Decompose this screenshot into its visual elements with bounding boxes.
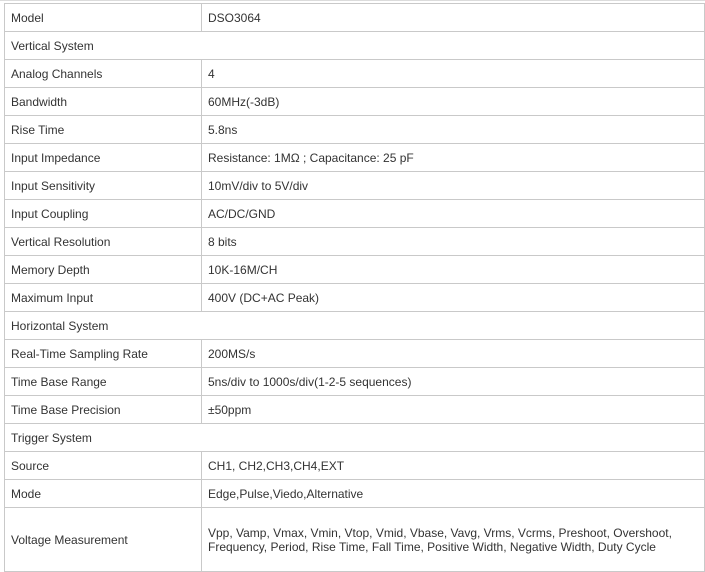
table-row [5,172,705,200]
table-row [5,256,705,284]
spec-label-maximum-input: Maximum Input [5,284,202,312]
spec-label-model: Model [5,4,202,32]
table-row [5,508,705,572]
table-row [5,340,705,368]
table-row [5,144,705,172]
spec-value-rise-time: 5.8ns [202,116,705,144]
spec-label-rise-time: Rise Time [5,116,202,144]
spec-label-input-sensitivity: Input Sensitivity [5,172,202,200]
table-row [5,480,705,508]
table-row [5,284,705,312]
spec-value-vertical-resolution: 8 bits [202,228,705,256]
spec-label-time-base-precision: Time Base Precision [5,396,202,424]
spec-label-input-impedance: Input Impedance [5,144,202,172]
spec-value-input-coupling: AC/DC/GND [202,200,705,228]
section-row [5,32,705,60]
spec-value-time-base-precision: ±50ppm [202,396,705,424]
spec-label-voltage-measurement: Voltage Measurement [5,508,202,572]
spec-value-mode: Edge,Pulse,Viedo,Alternative [202,480,705,508]
spec-value-sampling-rate: 200MS/s [202,340,705,368]
spec-label-memory-depth: Memory Depth [5,256,202,284]
spec-value-maximum-input: 400V (DC+AC Peak) [202,284,705,312]
table-row [5,200,705,228]
spec-value-analog-channels: 4 [202,60,705,88]
spec-value-input-sensitivity: 10mV/div to 5V/div [202,172,705,200]
table-row [5,60,705,88]
table-row [5,368,705,396]
spec-label-bandwidth: Bandwidth [5,88,202,116]
spec-value-model: DSO3064 [202,4,705,32]
spec-label-vertical-resolution: Vertical Resolution [5,228,202,256]
section-heading-horizontal-system: Horizontal System [5,312,705,340]
spec-label-source: Source [5,452,202,480]
spec-value-bandwidth: 60MHz(-3dB) [202,88,705,116]
section-row [5,312,705,340]
spec-value-source: CH1, CH2,CH3,CH4,EXT [202,452,705,480]
spec-label-time-base-range: Time Base Range [5,368,202,396]
table-row [5,228,705,256]
spec-value-voltage-measurement: Vpp, Vamp, Vmax, Vmin, Vtop, Vmid, Vbase, Vavg, Vrms, Vcrms, Preshoot, Overshoot, Frequency, Period, Rise Time, Fall Time, Positive Width, Negative Width, Duty Cycle [202,508,705,572]
spec-value-time-base-range: 5ns/div to 1000s/div(1-2-5 sequences) [202,368,705,396]
spec-value-memory-depth: 10K-16M/CH [202,256,705,284]
spec-value-input-impedance: Resistance: 1MΩ ; Capacitance: 25 pF [202,144,705,172]
spec-label-mode: Mode [5,480,202,508]
table-row [5,396,705,424]
spec-label-input-coupling: Input Coupling [5,200,202,228]
table-row [5,116,705,144]
spec-label-sampling-rate: Real-Time Sampling Rate [5,340,202,368]
spec-table [4,3,705,572]
top-divider [0,0,705,1]
table-row [5,88,705,116]
section-heading-trigger-system: Trigger System [5,424,705,452]
section-row [5,424,705,452]
table-row [5,452,705,480]
table-row [5,4,705,32]
spec-label-analog-channels: Analog Channels [5,60,202,88]
section-heading-vertical-system: Vertical System [5,32,705,60]
